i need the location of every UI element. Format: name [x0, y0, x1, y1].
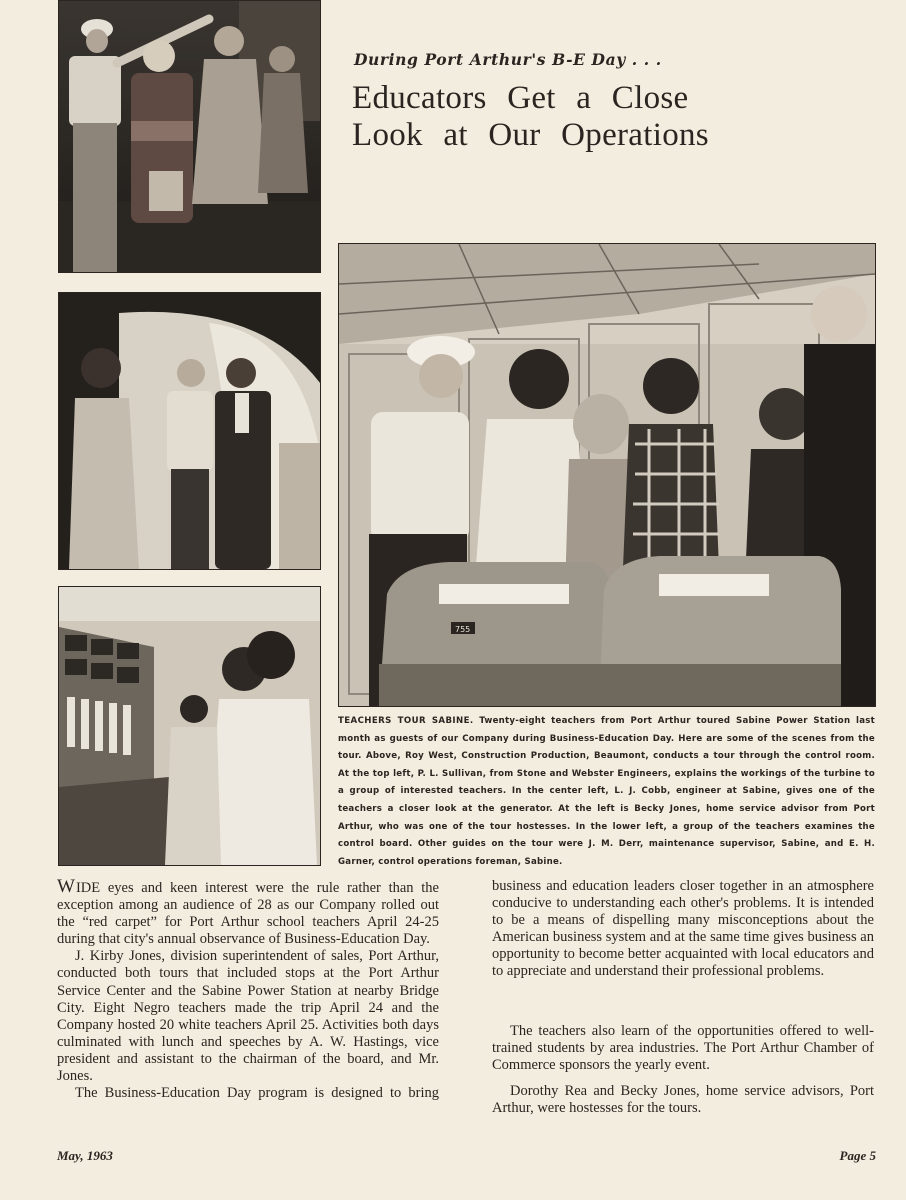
- photo-turbine-tour: [58, 0, 321, 273]
- headline-kicker: During Port Arthur's B-E Day . . .: [354, 50, 662, 69]
- footer-page-number: Page 5: [839, 1148, 876, 1163]
- article-column-right: [492, 878, 874, 1117]
- caption-lead: TEACHERS TOUR SABINE.: [338, 716, 474, 726]
- article-column-left: [57, 878, 439, 1102]
- photo-generator: [58, 292, 321, 570]
- article-paragraph-3-flow: business and education leaders closer together in an atmosphere conducive to understanding each other's problems. It is intended to be a means of dispelling many misconceptions about the American business system and at the same time gives business an opportunity to become better acquainted with local educators and to appreciate and understand their professional problems.: [492, 878, 874, 980]
- footer-date: May, 1963: [57, 1148, 113, 1163]
- headline-line-2: Look at Our Operations: [352, 117, 709, 153]
- photo-control-board: [58, 586, 321, 866]
- article-paragraph-3: The Business-Education Day program is designed to bring: [75, 1085, 439, 1102]
- article-paragraph-1: WIDE eyes and keen interest were the rule rather than the exception among an audience of 28 as our Company rolled out the “red carpet” for Port Arthur school teachers April 24-25 during that city's annual observance of Business-Education Day.: [57, 876, 439, 948]
- typewriter-label: 755: [455, 625, 471, 634]
- article-paragraph-2: J. Kirby Jones, division superintendent of sales, Port Arthur, conducted both tours that included stops at the Port Arthur Service Center and the Sabine Power Station at nearby Bridge City. Eight Negro teachers made the trip April 24 and the Company hosted 20 white teachers April 25. Activities both days culminated with lunch and speeches by A. W. Hastings, vice president and assistant to the chairman of the board, and Mr. Jones.: [57, 948, 439, 1085]
- photo-caption: [338, 713, 875, 871]
- page-title: [352, 80, 772, 154]
- article-paragraph-5: Dorothy Rea and Becky Jones, home service advisors, Port Arthur, were hostesses for the tours.: [492, 1083, 874, 1117]
- caption-text: Twenty-eight teachers from Port Arthur toured Sabine Power Station last month as guests of our Company during Business-Education Day. Here are some of the scenes from the tour. Above, Roy West, Construction Production, Beaumont, conducts a tour through the control room. At the top left, P. L. Sullivan, from Stone and Webster Engineers, explains the workings of the turbine to a group of interested teachers. In the center left, L. J. Cobb, engineer at Sabine, gives one of the teachers a closer look at the generator. At the left is Becky Jones, home service advisor from Port Arthur, who was one of the tour hostesses. In the lower left, a group of the teachers examines the control board. Other guides on the tour were J. M. Derr, maintenance supervisor, Sabine, and E. H. Garner, control operations foreman, Sabine.: [338, 716, 875, 867]
- drop-cap: W: [57, 876, 76, 897]
- headline-line-1: Educators Get a Close: [352, 80, 689, 116]
- article-paragraph-3-continued: [492, 878, 874, 1014]
- photo-control-room: [338, 243, 876, 707]
- article-paragraph-4: The teachers also learn of the opportunities offered to well-trained students by area industries. The Port Arthur Chamber of Commerce sponsors the yearly event.: [492, 1023, 874, 1074]
